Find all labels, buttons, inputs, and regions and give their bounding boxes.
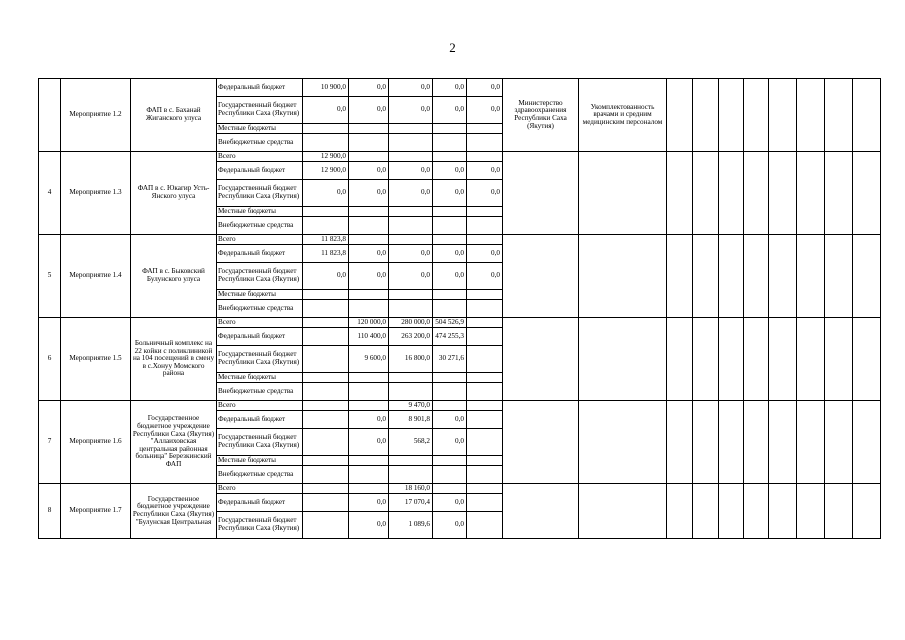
value-cell: 30 271,6	[433, 346, 467, 373]
object-name: Государственное бюджетное учреждение Республики Саха (Якутия) "Булунская Центральная	[131, 484, 217, 539]
value-cell: 120 000,0	[349, 318, 389, 328]
value-cell	[349, 217, 389, 235]
value-cell: 12 900,0	[303, 162, 349, 180]
empty-cell	[744, 318, 769, 401]
event-name: Мероприятие 1.6	[61, 401, 131, 484]
empty-cell	[797, 152, 825, 235]
value-cell: 0,0	[349, 97, 389, 124]
empty-cell	[719, 152, 744, 235]
funding-source-label: Внебюджетные средства	[217, 217, 303, 235]
value-cell: 0,0	[433, 263, 467, 290]
page-number: 2	[449, 40, 456, 55]
value-cell	[303, 494, 349, 512]
value-cell: 0,0	[349, 245, 389, 263]
value-cell	[433, 290, 467, 300]
value-cell	[349, 383, 389, 401]
responsible-ministry: Министерство здравоохранения Республики Саха (Якутия)	[503, 79, 579, 152]
value-cell	[389, 456, 433, 466]
empty-cell	[719, 235, 744, 318]
value-cell	[467, 217, 503, 235]
value-cell	[433, 235, 467, 245]
value-cell	[389, 300, 433, 318]
value-cell: 0,0	[389, 97, 433, 124]
object-name: Государственное бюджетное учреждение Республики Саха (Якутия) "Аллаиховская центральная районная больница" Березкинский ФАП	[131, 401, 217, 484]
funding-source-label: Местные бюджеты	[217, 456, 303, 466]
value-cell	[303, 383, 349, 401]
value-cell	[433, 456, 467, 466]
funding-source-label: Федеральный бюджет	[217, 245, 303, 263]
empty-cell	[667, 401, 693, 484]
value-cell	[389, 134, 433, 152]
value-cell: 0,0	[349, 79, 389, 97]
value-cell: 504 526,9	[433, 318, 467, 328]
value-cell	[349, 290, 389, 300]
value-cell	[349, 373, 389, 383]
value-cell	[303, 484, 349, 494]
value-cell: 0,0	[433, 162, 467, 180]
value-cell	[467, 466, 503, 484]
indicator	[579, 235, 667, 318]
value-cell	[349, 456, 389, 466]
budget-table	[38, 78, 881, 539]
responsible-ministry	[503, 152, 579, 235]
value-cell	[433, 401, 467, 411]
value-cell	[303, 429, 349, 456]
empty-cell	[797, 79, 825, 152]
empty-cell	[667, 152, 693, 235]
funding-source-label: Всего	[217, 235, 303, 245]
object-name: Больничный комплекс на 22 койки с поликлиникой на 104 посещений в смену в с.Хонуу Момского района	[131, 318, 217, 401]
value-cell	[389, 235, 433, 245]
value-cell: 0,0	[433, 494, 467, 512]
value-cell	[303, 207, 349, 217]
indicator	[579, 152, 667, 235]
value-cell	[467, 429, 503, 456]
value-cell: 0,0	[433, 411, 467, 429]
value-cell	[467, 512, 503, 539]
value-cell	[467, 152, 503, 162]
empty-cell	[667, 235, 693, 318]
empty-cell	[693, 235, 719, 318]
funding-source-label: Федеральный бюджет	[217, 494, 303, 512]
value-cell	[349, 152, 389, 162]
value-cell	[303, 411, 349, 429]
value-cell: 11 823,8	[303, 245, 349, 263]
empty-cell	[693, 318, 719, 401]
value-cell: 280 000,0	[389, 318, 433, 328]
event-name: Мероприятие 1.4	[61, 235, 131, 318]
value-cell	[467, 484, 503, 494]
value-cell	[433, 207, 467, 217]
table-row	[39, 235, 881, 245]
row-number: 7	[39, 401, 61, 484]
value-cell: 0,0	[389, 79, 433, 97]
value-cell: 0,0	[467, 263, 503, 290]
empty-cell	[769, 401, 797, 484]
value-cell	[433, 124, 467, 134]
empty-cell	[825, 401, 853, 484]
value-cell: 110 400,0	[349, 328, 389, 346]
value-cell	[433, 484, 467, 494]
value-cell	[389, 217, 433, 235]
value-cell	[433, 217, 467, 235]
empty-cell	[744, 152, 769, 235]
value-cell	[467, 134, 503, 152]
empty-cell	[825, 318, 853, 401]
empty-cell	[719, 318, 744, 401]
value-cell: 0,0	[467, 180, 503, 207]
value-cell	[467, 383, 503, 401]
funding-source-label: Государственный бюджет Республики Саха (Якутия)	[217, 180, 303, 207]
value-cell: 9 470,0	[389, 401, 433, 411]
empty-cell	[693, 484, 719, 539]
empty-cell	[853, 235, 881, 318]
funding-source-label: Федеральный бюджет	[217, 162, 303, 180]
value-cell: 0,0	[467, 97, 503, 124]
empty-cell	[853, 484, 881, 539]
value-cell	[467, 235, 503, 245]
value-cell: 0,0	[433, 97, 467, 124]
empty-cell	[853, 318, 881, 401]
indicator	[579, 484, 667, 539]
row-number: 8	[39, 484, 61, 539]
value-cell: 0,0	[349, 411, 389, 429]
empty-cell	[744, 235, 769, 318]
row-number: 6	[39, 318, 61, 401]
value-cell	[467, 300, 503, 318]
value-cell	[389, 466, 433, 484]
value-cell: 0,0	[303, 97, 349, 124]
value-cell: 0,0	[433, 245, 467, 263]
value-cell	[389, 290, 433, 300]
value-cell	[349, 134, 389, 152]
value-cell	[467, 328, 503, 346]
value-cell: 0,0	[467, 245, 503, 263]
empty-cell	[667, 484, 693, 539]
value-cell	[349, 466, 389, 484]
value-cell	[389, 373, 433, 383]
value-cell: 18 160,0	[389, 484, 433, 494]
empty-cell	[693, 152, 719, 235]
value-cell: 17 070,4	[389, 494, 433, 512]
value-cell: 8 901,8	[389, 411, 433, 429]
empty-cell	[825, 235, 853, 318]
funding-source-label: Всего	[217, 152, 303, 162]
funding-source-label: Государственный бюджет Республики Саха (Якутия)	[217, 429, 303, 456]
value-cell: 0,0	[349, 263, 389, 290]
value-cell: 0,0	[433, 429, 467, 456]
value-cell: 0,0	[349, 512, 389, 539]
empty-cell	[667, 318, 693, 401]
value-cell: 0,0	[303, 180, 349, 207]
indicator	[579, 318, 667, 401]
value-cell: 16 800,0	[389, 346, 433, 373]
value-cell	[433, 466, 467, 484]
value-cell: 0,0	[389, 245, 433, 263]
value-cell	[467, 456, 503, 466]
empty-cell	[693, 401, 719, 484]
indicator	[579, 401, 667, 484]
funding-source-label: Внебюджетные средства	[217, 134, 303, 152]
row-number	[39, 79, 61, 152]
value-cell: 10 900,0	[303, 79, 349, 97]
value-cell	[349, 124, 389, 134]
value-cell	[467, 346, 503, 373]
funding-source-label: Федеральный бюджет	[217, 411, 303, 429]
value-cell	[303, 346, 349, 373]
value-cell	[303, 373, 349, 383]
value-cell	[349, 235, 389, 245]
value-cell	[433, 383, 467, 401]
funding-source-label: Внебюджетные средства	[217, 466, 303, 484]
funding-source-label: Местные бюджеты	[217, 373, 303, 383]
empty-cell	[853, 152, 881, 235]
event-name: Мероприятие 1.3	[61, 152, 131, 235]
object-name: ФАП в с. Баханай Жиганского улуса	[131, 79, 217, 152]
value-cell	[303, 512, 349, 539]
funding-source-label: Государственный бюджет Республики Саха (Якутия)	[217, 512, 303, 539]
value-cell: 0,0	[349, 162, 389, 180]
empty-cell	[693, 79, 719, 152]
table-row	[39, 484, 881, 494]
value-cell: 0,0	[433, 512, 467, 539]
responsible-ministry	[503, 484, 579, 539]
value-cell	[303, 456, 349, 466]
empty-cell	[797, 318, 825, 401]
funding-source-label: Внебюджетные средства	[217, 383, 303, 401]
value-cell: 0,0	[349, 429, 389, 456]
value-cell: 0,0	[389, 263, 433, 290]
value-cell	[349, 300, 389, 318]
value-cell: 9 600,0	[349, 346, 389, 373]
value-cell: 12 900,0	[303, 152, 349, 162]
value-cell	[389, 383, 433, 401]
value-cell	[303, 401, 349, 411]
value-cell	[433, 134, 467, 152]
value-cell	[389, 207, 433, 217]
value-cell	[303, 217, 349, 235]
value-cell	[303, 134, 349, 152]
value-cell	[389, 152, 433, 162]
value-cell: 0,0	[389, 162, 433, 180]
value-cell	[303, 124, 349, 134]
table-row	[39, 79, 881, 97]
funding-source-label: Всего	[217, 484, 303, 494]
empty-cell	[797, 235, 825, 318]
event-name: Мероприятие 1.2	[61, 79, 131, 152]
empty-cell	[719, 401, 744, 484]
event-name: Мероприятие 1.7	[61, 484, 131, 539]
empty-cell	[744, 484, 769, 539]
funding-source-label: Всего	[217, 318, 303, 328]
empty-cell	[769, 484, 797, 539]
value-cell: 1 089,6	[389, 512, 433, 539]
value-cell: 0,0	[349, 180, 389, 207]
empty-cell	[769, 152, 797, 235]
empty-cell	[853, 79, 881, 152]
value-cell: 0,0	[349, 494, 389, 512]
value-cell	[433, 300, 467, 318]
indicator: Укомплектованность врачами и средним медицинским персоналом	[579, 79, 667, 152]
value-cell	[303, 290, 349, 300]
empty-cell	[719, 79, 744, 152]
empty-cell	[667, 79, 693, 152]
responsible-ministry	[503, 401, 579, 484]
empty-cell	[719, 484, 744, 539]
value-cell	[433, 373, 467, 383]
funding-source-label: Федеральный бюджет	[217, 79, 303, 97]
value-cell	[349, 484, 389, 494]
value-cell: 0,0	[389, 180, 433, 207]
funding-source-label: Государственный бюджет Республики Саха (Якутия)	[217, 263, 303, 290]
funding-source-label: Местные бюджеты	[217, 207, 303, 217]
funding-source-label: Государственный бюджет Республики Саха (Якутия)	[217, 346, 303, 373]
table-row	[39, 152, 881, 162]
empty-cell	[744, 79, 769, 152]
value-cell: 0,0	[303, 263, 349, 290]
value-cell: 0,0	[433, 79, 467, 97]
value-cell	[467, 207, 503, 217]
empty-cell	[825, 79, 853, 152]
funding-source-label: Государственный бюджет Республики Саха (Якутия)	[217, 97, 303, 124]
value-cell	[303, 318, 349, 328]
value-cell	[467, 318, 503, 328]
responsible-ministry	[503, 235, 579, 318]
value-cell: 568,2	[389, 429, 433, 456]
value-cell	[433, 152, 467, 162]
empty-cell	[744, 401, 769, 484]
empty-cell	[797, 484, 825, 539]
row-number: 5	[39, 235, 61, 318]
value-cell: 11 823,8	[303, 235, 349, 245]
empty-cell	[769, 79, 797, 152]
value-cell	[303, 328, 349, 346]
object-name: ФАП в с. Юкагир Усть-Янского улуса	[131, 152, 217, 235]
value-cell	[467, 411, 503, 429]
value-cell	[389, 124, 433, 134]
value-cell	[467, 401, 503, 411]
event-name: Мероприятие 1.5	[61, 318, 131, 401]
row-number: 4	[39, 152, 61, 235]
funding-source-label: Внебюджетные средства	[217, 300, 303, 318]
empty-cell	[769, 318, 797, 401]
table-row	[39, 401, 881, 411]
value-cell: 263 200,0	[389, 328, 433, 346]
table-row	[39, 318, 881, 328]
empty-cell	[769, 235, 797, 318]
value-cell	[303, 300, 349, 318]
value-cell: 474 255,3	[433, 328, 467, 346]
responsible-ministry	[503, 318, 579, 401]
funding-source-label: Местные бюджеты	[217, 290, 303, 300]
value-cell	[349, 207, 389, 217]
empty-cell	[853, 401, 881, 484]
value-cell: 0,0	[467, 162, 503, 180]
value-cell	[467, 494, 503, 512]
value-cell	[467, 124, 503, 134]
empty-cell	[825, 152, 853, 235]
funding-source-label: Местные бюджеты	[217, 124, 303, 134]
funding-source-label: Федеральный бюджет	[217, 328, 303, 346]
value-cell	[303, 466, 349, 484]
value-cell: 0,0	[467, 79, 503, 97]
empty-cell	[797, 401, 825, 484]
value-cell: 0,0	[433, 180, 467, 207]
funding-source-label: Всего	[217, 401, 303, 411]
empty-cell	[825, 484, 853, 539]
value-cell	[349, 401, 389, 411]
object-name: ФАП в с. Быковский Булунского улуса	[131, 235, 217, 318]
value-cell	[467, 290, 503, 300]
value-cell	[467, 373, 503, 383]
